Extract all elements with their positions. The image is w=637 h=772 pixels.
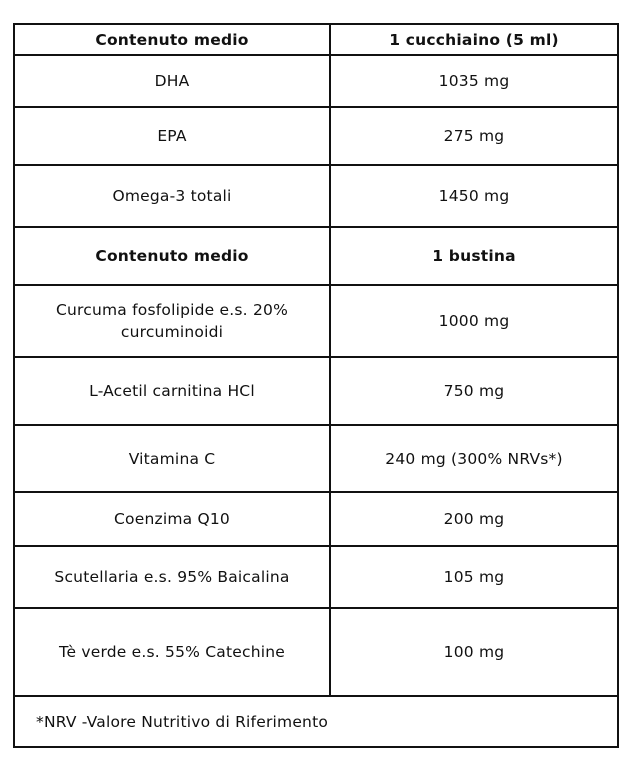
table-row (14, 165, 618, 227)
row-value: 105 mg (330, 546, 618, 608)
row-value: 275 mg (330, 107, 618, 165)
row-value: 240 mg (300% NRVs*) (330, 425, 618, 492)
row-value: 1035 mg (330, 55, 618, 107)
row-label: Coenzima Q10 (14, 492, 330, 546)
table-header-row (14, 227, 618, 285)
row-label (14, 285, 330, 357)
table-row (14, 357, 618, 425)
nutrition-table (13, 23, 619, 748)
row-value: 750 mg (330, 357, 618, 425)
footnote: *NRV -Valore Nutritivo di Riferimento (14, 696, 618, 747)
table-row (14, 425, 618, 492)
table-header-row (14, 24, 618, 55)
row-label: Scutellaria e.s. 95% Baicalina (14, 546, 330, 608)
header-label: Contenuto medio (14, 227, 330, 285)
table-row (14, 608, 618, 696)
table-row (14, 107, 618, 165)
table-row (14, 285, 618, 357)
header-label: Contenuto medio (14, 24, 330, 55)
row-label: Omega-3 totali (14, 165, 330, 227)
row-label: EPA (14, 107, 330, 165)
row-label: Vitamina C (14, 425, 330, 492)
table-row (14, 55, 618, 107)
row-label: Tè verde e.s. 55% Catechine (14, 608, 330, 696)
row-value: 1000 mg (330, 285, 618, 357)
row-value: 1450 mg (330, 165, 618, 227)
footnote-row (14, 696, 618, 747)
header-value: 1 cucchiaino (5 ml) (330, 24, 618, 55)
table-row (14, 492, 618, 546)
row-label: DHA (14, 55, 330, 107)
row-label-line: Curcuma fosfolipide e.s. 20% (55, 301, 288, 319)
row-value: 200 mg (330, 492, 618, 546)
table-row (14, 546, 618, 608)
row-value: 100 mg (330, 608, 618, 696)
header-value: 1 bustina (330, 227, 618, 285)
row-label-line: curcuminoidi (120, 323, 224, 341)
row-label: L-Acetil carnitina HCl (14, 357, 330, 425)
